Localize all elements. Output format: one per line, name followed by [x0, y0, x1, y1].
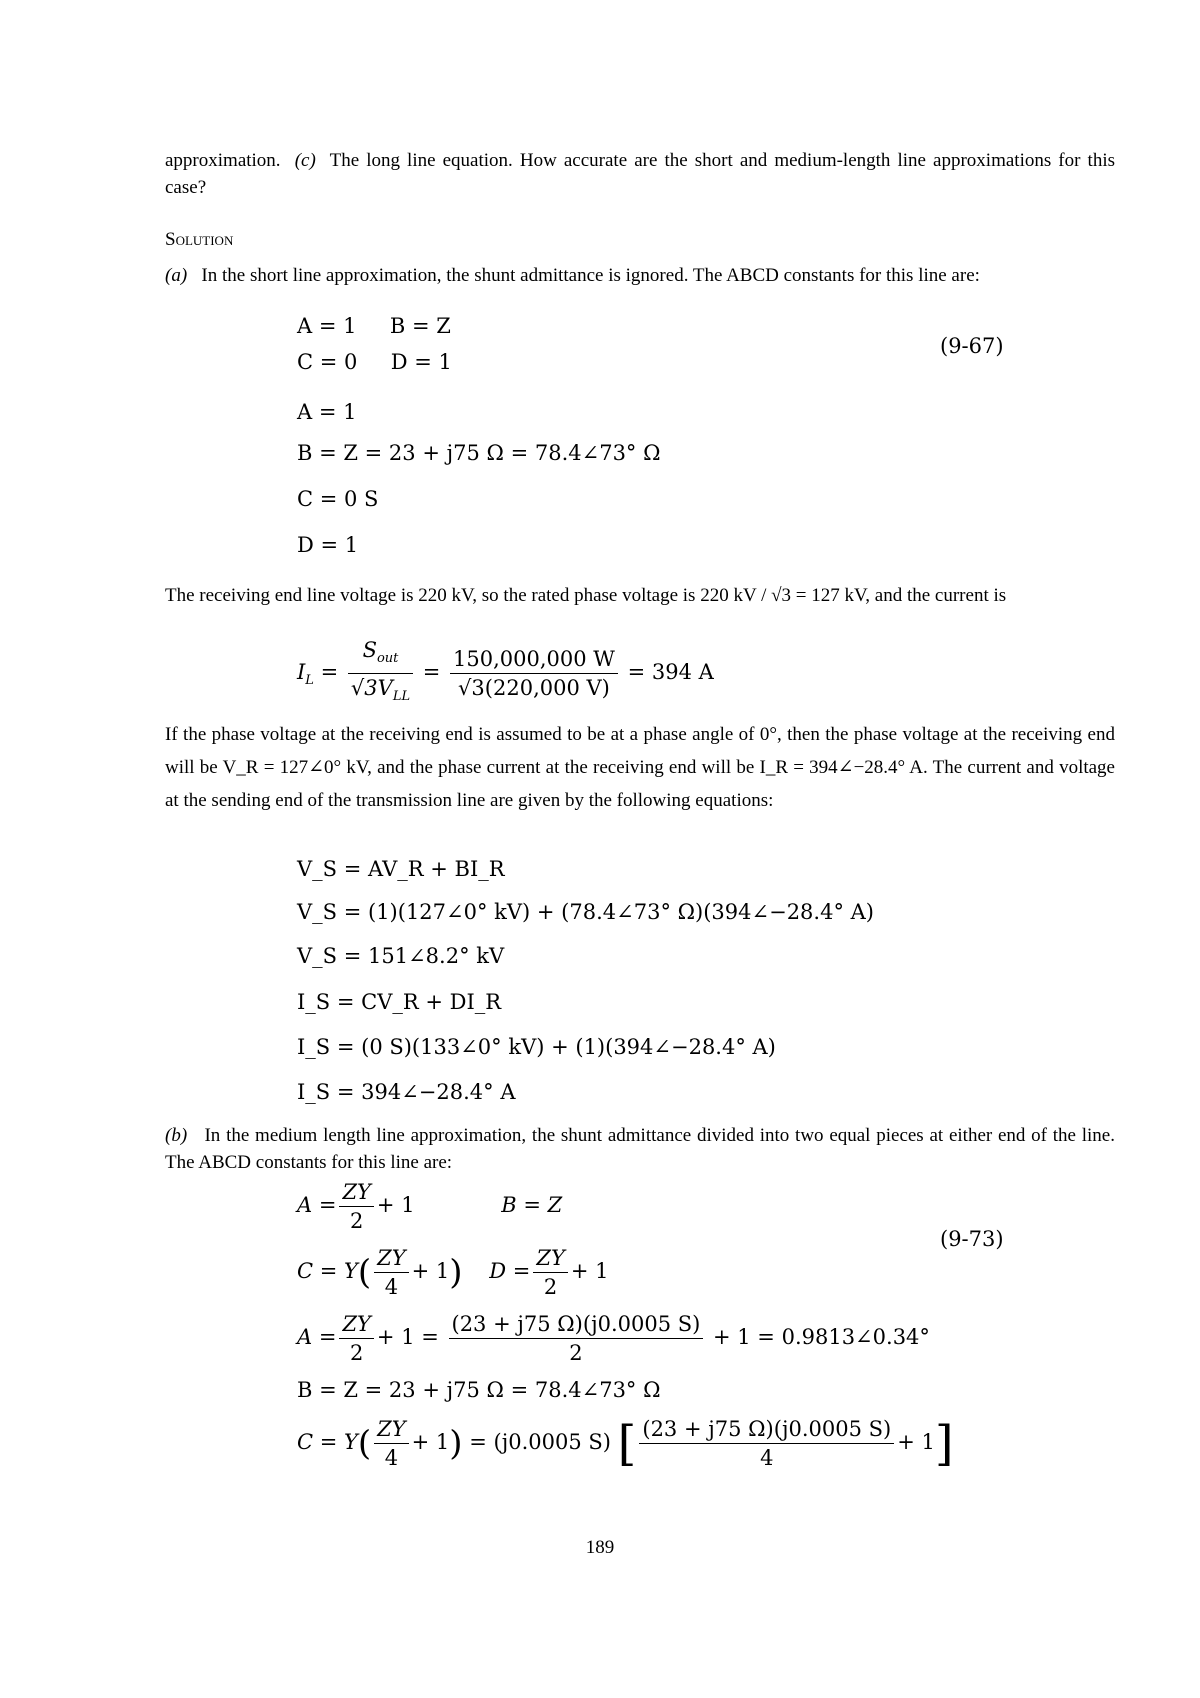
medium-b-value: B = Z = 23 + j75 Ω = 78.4∠73° Ω [297, 1378, 661, 1402]
b-value: B = Z = 23 + j75 Ω = 78.4∠73° Ω [297, 441, 661, 465]
solution-heading: Solution [165, 229, 234, 250]
medium-c-formula: C = Y( $\frac{ZY}{4}$ + 1) D = $\frac{ZY}{2}$ + 1 [297, 1246, 609, 1299]
current-fraction-2: $\frac{150,000,000 W}{√3(220,000 V)}$ [450, 645, 618, 702]
sending-voltage-sub: V_S = (1)(127∠0° kV) + (78.4∠73° Ω)(394∠−28.4° A) [297, 900, 874, 924]
current-equation: $I_L$ = $\frac{S_{out}}{√3V_{LL}}$ = $\frac{150,000,000 W}{√3(220,000 V)}$ = 394 A [297, 636, 714, 711]
abcd-row-1: A = 1 B = Z [297, 314, 451, 338]
sending-voltage-result: V_S = 151∠8.2° kV [297, 944, 505, 968]
d-value: D = 1 [297, 533, 359, 557]
intro-paragraph: approximation. (c) The long line equation. How accurate are the short and medium-length line approximations for this case? [165, 150, 1115, 198]
phase-paragraph: If the phase voltage at the receiving end is assumed to be at a phase angle of 0°, then the phase voltage at the receiving end will be V_R = 127∠0° kV, and the phase current at the receiving end will be I_R = 394∠−28.4° A. The current and voltage at the sending end of the transmission line are given by the following equations: [165, 724, 1115, 811]
part-a-paragraph: (a) In the short line approximation, the shunt admittance is ignored. The ABCD constants for this line are: [165, 265, 980, 286]
page-number: 189 [585, 1537, 615, 1558]
current-fraction-1: $\frac{S_{out}}{√3V_{LL}}$ [348, 636, 413, 711]
sending-current-eq: I_S = CV_R + DI_R [297, 990, 502, 1014]
equation-label-9-73: (9-73) [940, 1227, 1004, 1251]
sending-current-sub: I_S = (0 S)(133∠0° kV) + (1)(394∠−28.4° A) [297, 1035, 776, 1059]
medium-a-formula: A = $\frac{ZY}{2}$ + 1 B = Z [297, 1180, 563, 1233]
voltage-paragraph: The receiving end line voltage is 220 kV, so the rated phase voltage is 220 kV / √3 = 127 kV, and the current is [165, 585, 1007, 606]
sending-current-result: I_S = 394∠−28.4° A [297, 1080, 516, 1104]
part-b-paragraph: (b) In the medium length line approximation, the shunt admittance divided into two equal pieces at either end of the line. The ABCD constants for this line are: [165, 1125, 1115, 1173]
sending-voltage-eq: V_S = AV_R + BI_R [297, 857, 505, 881]
medium-c-value: C = Y( $\frac{ZY}{4}$ + 1) = (j0.0005 S) [ $\frac{(23 + j75 \Omega)(j0.0005 S)}{4}$ + 1] [297, 1415, 954, 1472]
a-value: A = 1 [297, 400, 357, 424]
abcd-row-2: C = 0 D = 1 [297, 350, 452, 374]
medium-a-value: A = $\frac{ZY}{2}$ + 1 = $\frac{(23 + j75 \Omega)(j0.0005 S)}{2}$ + 1 = 0.9813∠0.34° [297, 1312, 930, 1365]
c-value: C = 0 S [297, 487, 379, 511]
equation-label-9-67: (9-67) [940, 334, 1004, 358]
